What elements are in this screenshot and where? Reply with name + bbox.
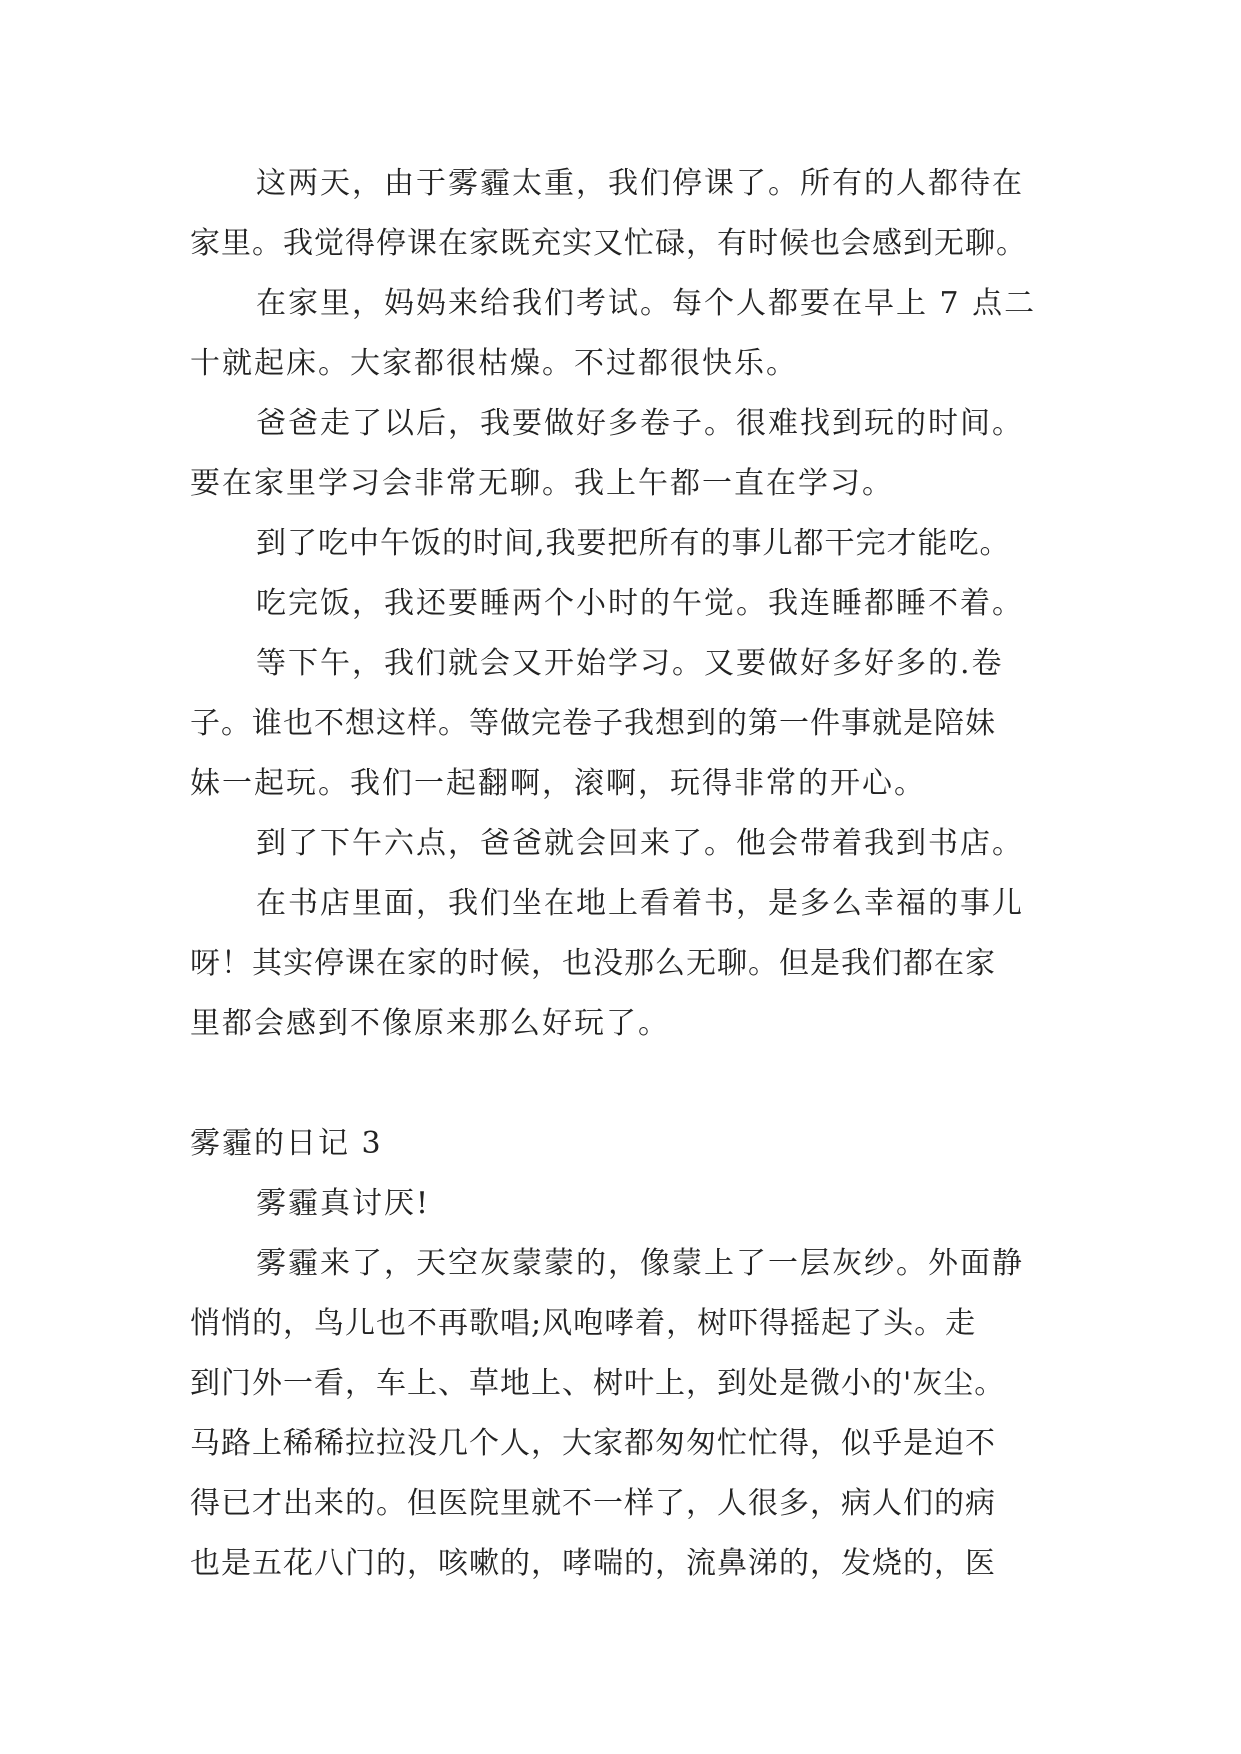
text-line: 在书店里面，我们坐在地上看着书，是多么幸福的事儿	[256, 886, 1024, 921]
text-line: 十就起床。大家都很枯燥。不过都很快乐。	[190, 346, 798, 381]
text-line: 到了下午六点，爸爸就会回来了。他会带着我到书店。	[256, 826, 1024, 861]
section-title: 雾霾的日记 3	[190, 1126, 383, 1161]
text-line: 这两天，由于雾霾太重，我们停课了。所有的人都待在	[256, 166, 1024, 201]
text-line: 也是五花八门的，咳嗽的，哮喘的，流鼻涕的，发烧的，医	[190, 1546, 996, 1581]
text-line: 雾霾来了，天空灰蒙蒙的，像蒙上了一层灰纱。外面静	[256, 1246, 1024, 1281]
text-line: 吃完饭，我还要睡两个小时的午觉。我连睡都睡不着。	[256, 586, 1024, 621]
text-line: 里都会感到不像原来那么好玩了。	[190, 1006, 670, 1041]
text-line: 呀！其实停课在家的时候，也没那么无聊。但是我们都在家	[190, 946, 996, 981]
text-line: 得已才出来的。但医院里就不一样了，人很多，病人们的病	[190, 1486, 996, 1521]
text-line: 等下午，我们就会又开始学习。又要做好多好多的.卷	[256, 646, 1004, 681]
text-line: 家里。我觉得停课在家既充实又忙碌，有时候也会感到无聊。	[190, 226, 1027, 261]
text-line: 要在家里学习会非常无聊。我上午都一直在学习。	[190, 466, 894, 501]
text-line: 悄悄的，鸟儿也不再歌唱;风咆哮着，树吓得摇起了头。走	[190, 1306, 977, 1341]
text-line: 到了吃中午饭的时间,我要把所有的事儿都干完才能吃。	[256, 526, 1011, 561]
text-line: 妹一起玩。我们一起翻啊，滚啊，玩得非常的开心。	[190, 766, 926, 801]
text-line: 到门外一看，车上、草地上、树叶上，到处是微小的'灰尘。	[190, 1366, 1006, 1401]
subtitle: 雾霾真讨厌!	[256, 1186, 431, 1221]
text-line: 爸爸走了以后，我要做好多卷子。很难找到玩的时间。	[256, 406, 1024, 441]
text-line: 马路上稀稀拉拉没几个人，大家都匆匆忙忙得，似乎是迫不	[190, 1426, 996, 1461]
text-line: 在家里，妈妈来给我们考试。每个人都要在早上 7 点二	[256, 286, 1037, 321]
text-line: 子。谁也不想这样。等做完卷子我想到的第一件事就是陪妹	[190, 706, 996, 741]
